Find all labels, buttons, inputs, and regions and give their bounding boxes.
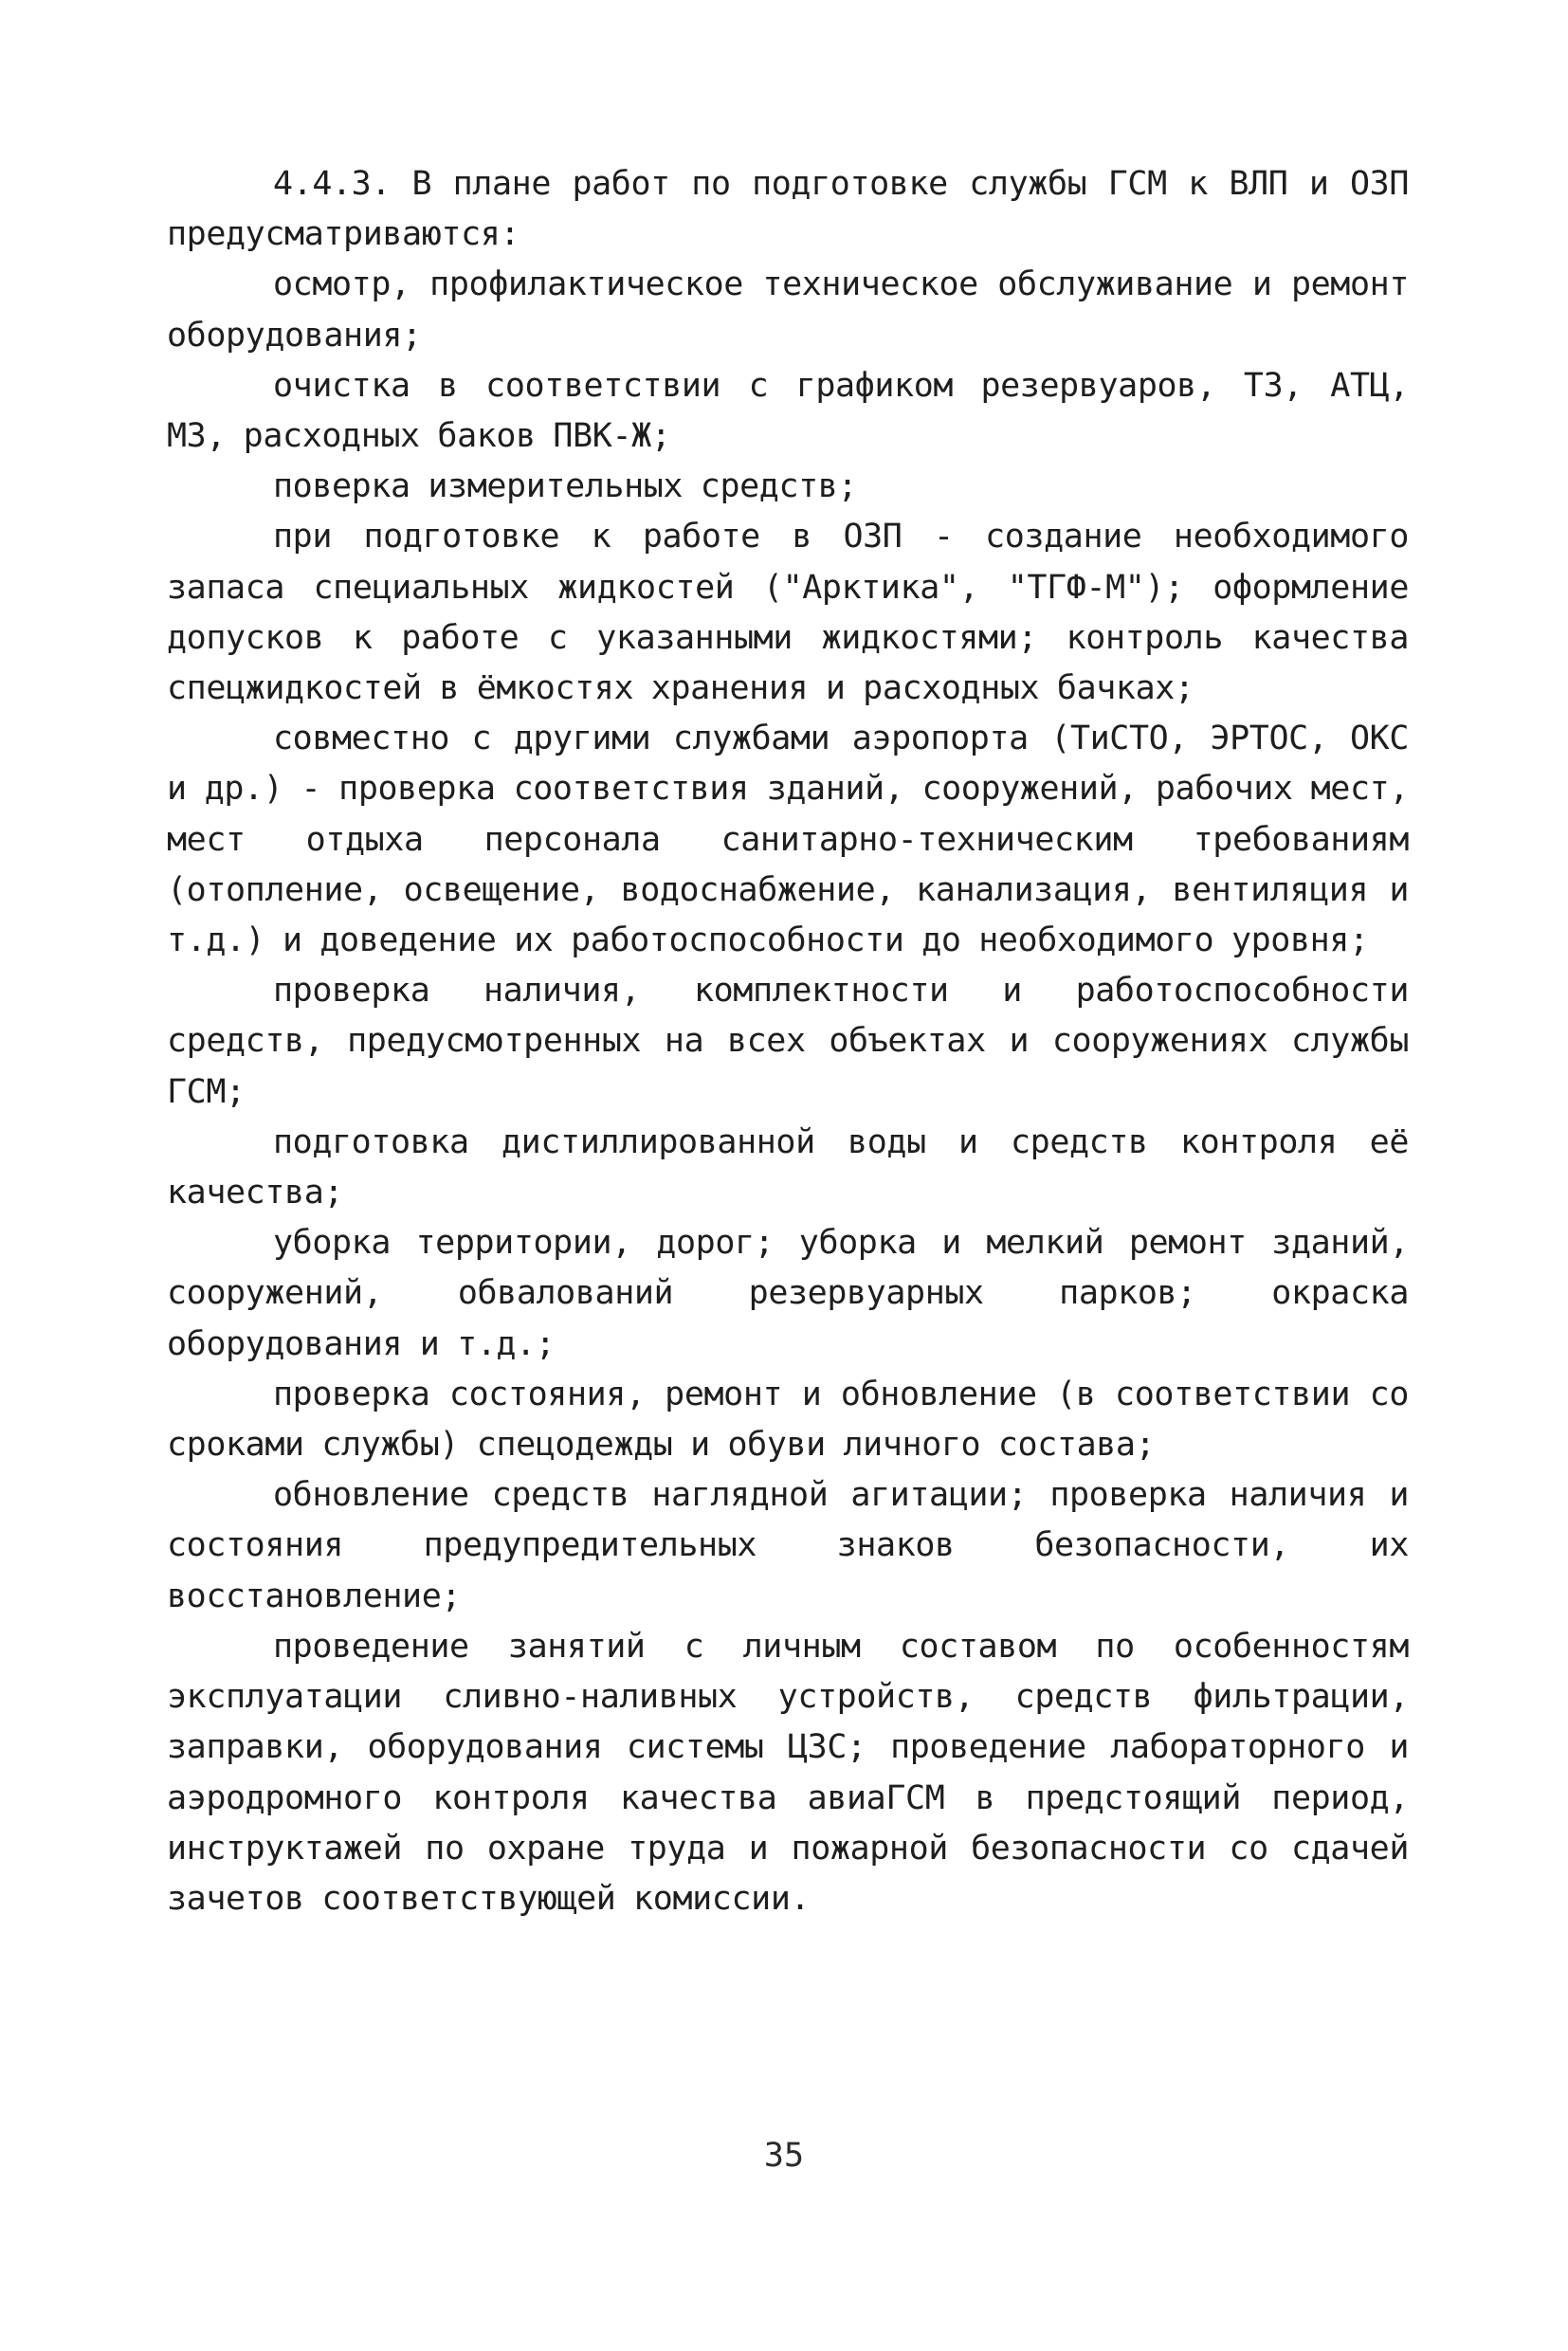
paragraph-item: проверка наличия, комплектности и работоспособности средств, предусмотренных на всех объектах и сооружениях службы ГСМ; (167, 972, 1409, 1111)
paragraph-item: проверка состояния, ремонт и обновление (в соответствии со сроками службы) спецодежды и обуви личного состава; (167, 1375, 1409, 1465)
paragraph-item: осмотр, профилактическое техническое обслуживание и ремонт оборудования; (167, 265, 1409, 355)
paragraph-section-heading: 4.4.3. В плане работ по подготовке службы ГСМ к ВЛП и ОЗП предусматриваются: (167, 165, 1409, 254)
page-number: 35 (763, 2137, 805, 2175)
paragraph-item: при подготовке к работе в ОЗП - создание необходимого запаса специальных жидкостей ("Арктика", "ТГФ-М"); оформление допусков к работе с указанными жидкостями; контроль качества спецжидкостей в ёмкостях хранения и расходных бачках; (167, 518, 1409, 708)
paragraph-item: подготовка дистиллированной воды и средств контроля её качества; (167, 1122, 1409, 1212)
paragraph-item: уборка территории, дорог; уборка и мелкий ремонт зданий, сооружений, обвалований резервуарных парков; окраска оборудования и т.д.; (167, 1224, 1409, 1363)
paragraph-item: проведение занятий с личным составом по особенностям эксплуатации сливно-наливных устройств, средств фильтрации, заправки, оборудования системы ЦЗС; проведение лабораторного и аэродромного контроля качества авиаГСМ в предстоящий период, инструктажей по охране труда и пожарной безопасности со сдачей зачетов соответствующей комиссии. (167, 1627, 1409, 1918)
paragraph-item: очистка в соответствии с графиком резервуаров, ТЗ, АТЦ, МЗ, расходных баков ПВК-Ж; (167, 366, 1409, 456)
paragraph-item: обновление средств наглядной агитации; проверка наличия и состояния предупредительных знаков безопасности, их восстановление; (167, 1476, 1409, 1615)
body-text (167, 159, 1409, 1924)
paragraph-item: совместно с другими службами аэропорта (ТиСТО, ЭРТОС, ОКС и др.) - проверка соответствия зданий, сооружений, рабочих мест, мест отдыха персонала санитарно-техническим требованиям (отопление, освещение, водоснабжение, канализация, вентиляция и т.д.) и доведение их работоспособности до необходимого уровня; (167, 720, 1409, 960)
paragraph-item: поверка измерительных средств; (273, 467, 858, 506)
